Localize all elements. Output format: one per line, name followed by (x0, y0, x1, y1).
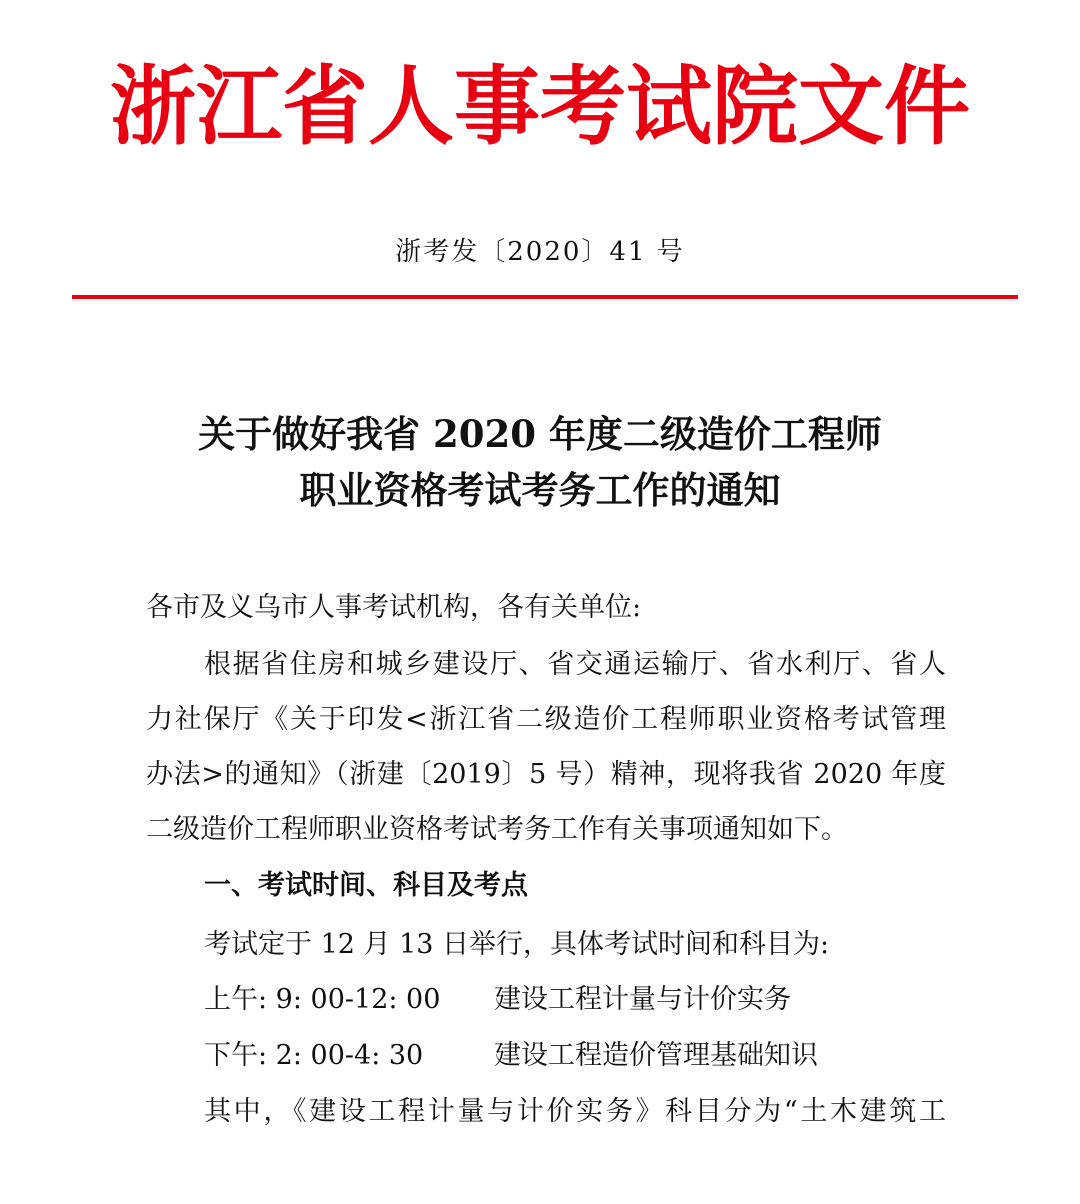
notice-title-line-2: 职业资格考试考务工作的通知 (299, 468, 781, 512)
red-divider (72, 295, 1018, 299)
schedule-time: 上午: 9: 00-12: 00 (204, 984, 441, 1015)
paragraph-line: 办法>的通知》（浙建〔2019〕5 号）精神，现将我省 2020 年度 (146, 759, 946, 790)
paragraph-line: 根据省住房和城乡建设厅、省交通运输厅、省水利厅、省人 (204, 649, 946, 680)
notice-title-line-1: 关于做好我省 2020 年度二级造价工程师 (198, 412, 882, 456)
paragraph-line: 力社保厅《关于印发<浙江省二级造价工程师职业资格考试管理 (146, 704, 946, 735)
exam-date-line: 考试定于 12 月 13 日举行，具体考试时间和科目为: (204, 929, 830, 960)
paragraph-line: 二级造价工程师职业资格考试考务工作有关事项通知如下。 (146, 814, 848, 845)
paragraph-line: 其中，《建设工程计量与计价实务》科目分为“土木建筑工 (204, 1096, 946, 1127)
salutation: 各市及义乌市人事考试机构，各有关单位: (146, 592, 642, 623)
section-heading: 一、考试时间、科目及考点 (204, 870, 528, 901)
schedule-subject: 建设工程计量与计价实务 (494, 984, 791, 1015)
document-number: 浙考发〔2020〕41 号 (395, 237, 685, 267)
masthead-title: 浙江省人事考试院文件 (110, 56, 970, 157)
schedule-time: 下午: 2: 00-4: 30 (204, 1040, 424, 1071)
schedule-subject: 建设工程造价管理基础知识 (494, 1040, 818, 1071)
